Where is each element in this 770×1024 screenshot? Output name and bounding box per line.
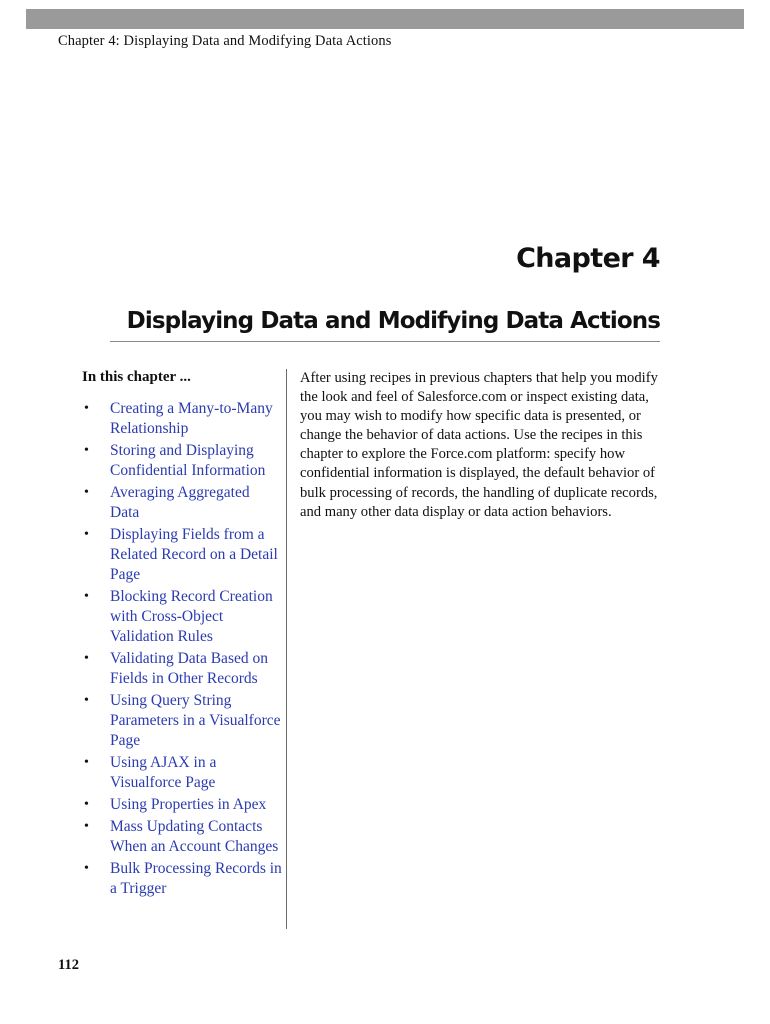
list-item xyxy=(82,817,282,857)
bullet-icon: • xyxy=(84,485,89,500)
running-header: Chapter 4: Displaying Data and Modifying Data Actions xyxy=(58,33,392,49)
list-item xyxy=(82,753,282,793)
topic-link[interactable]: Using AJAX in a Visualforce Page xyxy=(110,754,217,791)
list-item xyxy=(82,483,282,523)
sidebar-heading: In this chapter ... xyxy=(82,369,191,385)
bullet-icon: • xyxy=(84,693,89,708)
list-item xyxy=(82,441,282,481)
chapter-number: Chapter 4 xyxy=(516,243,660,274)
topic-link[interactable]: Averaging Aggregated Data xyxy=(110,484,250,521)
bullet-icon: • xyxy=(84,755,89,770)
title-divider xyxy=(110,341,660,342)
topic-link[interactable]: Using Properties in Apex xyxy=(110,796,267,813)
topic-link[interactable]: Creating a Many-to-Many Relationship xyxy=(110,400,273,437)
list-item xyxy=(82,587,282,647)
topic-link[interactable]: Bulk Processing Records in a Trigger xyxy=(110,860,282,897)
list-item xyxy=(82,649,282,689)
list-item xyxy=(82,525,282,585)
topic-link[interactable]: Storing and Displaying Confidential Information xyxy=(110,442,266,479)
bullet-icon: • xyxy=(84,797,89,812)
topic-link[interactable]: Blocking Record Creation with Cross-Object Validation Rules xyxy=(110,588,273,645)
list-item xyxy=(82,859,282,899)
list-item xyxy=(82,795,282,815)
chapter-title: Displaying Data and Modifying Data Actions xyxy=(126,308,660,334)
bullet-icon: • xyxy=(84,861,89,876)
list-item xyxy=(82,399,282,439)
topic-link[interactable]: Mass Updating Contacts When an Account Changes xyxy=(110,818,279,855)
bullet-icon: • xyxy=(84,527,89,542)
bullet-icon: • xyxy=(84,401,89,416)
bullet-icon: • xyxy=(84,443,89,458)
list-item xyxy=(82,691,282,751)
topic-link[interactable]: Validating Data Based on Fields in Other Records xyxy=(110,650,268,687)
chapter-contents-sidebar xyxy=(82,369,282,901)
page-number: 112 xyxy=(58,957,79,973)
bullet-icon: • xyxy=(84,819,89,834)
chapter-intro-paragraph: After using recipes in previous chapters that help you modify the look and feel of Salesforce.com or inspect existing data, you may wish to modify how specific data is presented, or change the behavior of data actions. Use the recipes in this chapter to explore the Force.com platform: specify how confidential information is displayed, the default behavior of bulk processing of records, the handling of duplicate records, and many other data display or data action behaviors. xyxy=(300,370,658,520)
column-divider xyxy=(286,369,287,929)
topic-link[interactable]: Displaying Fields from a Related Record on a Detail Page xyxy=(110,526,278,583)
topic-link[interactable]: Using Query String Parameters in a Visualforce Page xyxy=(110,692,281,749)
topic-list xyxy=(82,399,282,899)
bullet-icon: • xyxy=(84,651,89,666)
bullet-icon: • xyxy=(84,589,89,604)
header-bar xyxy=(26,9,744,29)
